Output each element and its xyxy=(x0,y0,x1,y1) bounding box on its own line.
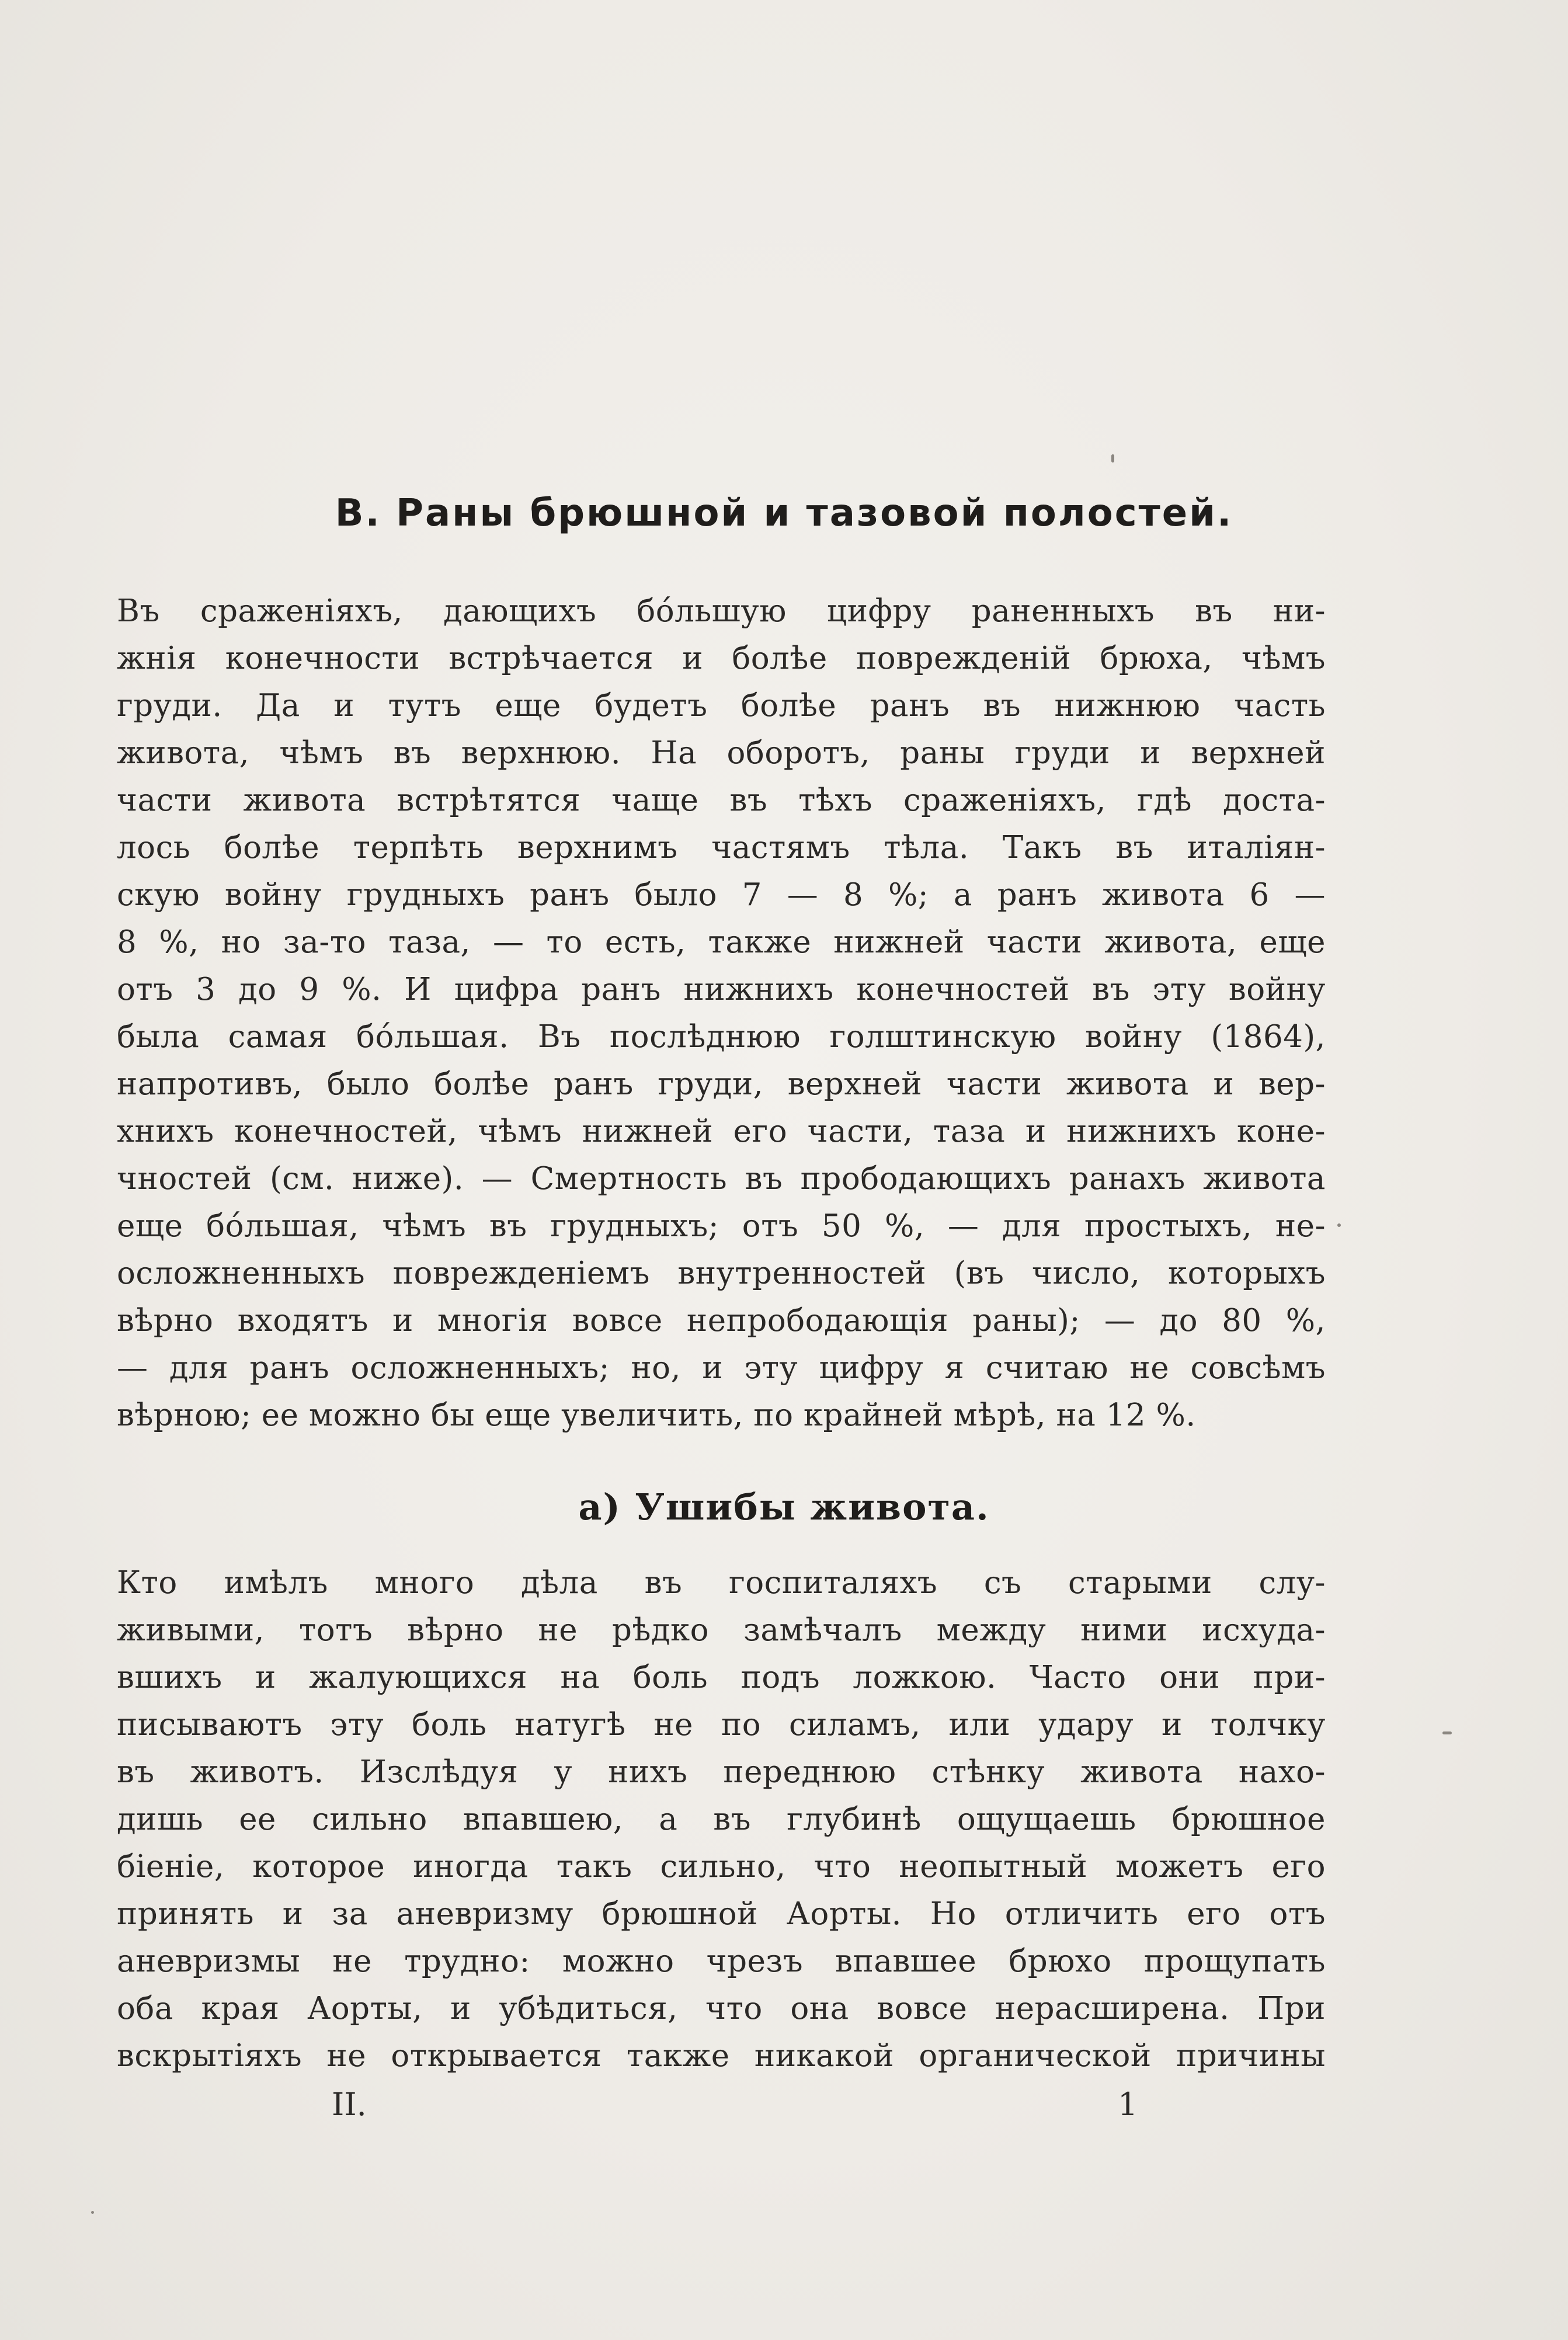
text-line: была самая бо́льшая. Въ послѣднюю голштинскую войну (1864), xyxy=(117,1019,1326,1055)
text-line: лось болѣе терпѣть верхнимъ частямъ тѣла. Такъ въ италіян- xyxy=(117,830,1326,865)
text-line: груди. Да и тутъ еще будетъ болѣе ранъ въ нижнюю часть xyxy=(117,688,1326,724)
text-line: вскрытіяхъ не открывается также никакой органической причины xyxy=(117,2038,1326,2074)
paragraph-2 xyxy=(117,1559,1326,2080)
text-line: живыми, тотъ вѣрно не рѣдко замѣчалъ между ними исхуда- xyxy=(117,1612,1326,1648)
text-line: еще бо́льшая, чѣмъ въ грудныхъ; отъ 50 %, — для простыхъ, не- xyxy=(117,1208,1326,1244)
subsection-heading: а) Ушибы живота. xyxy=(578,1486,990,1528)
text-line: хнихъ конечностей, чѣмъ нижней его части, таза и нижнихъ коне- xyxy=(117,1114,1326,1149)
section-heading: В. Раны брюшной и тазовой полостей. xyxy=(335,492,1233,535)
text-line: оба края Аорты, и убѣдиться, что она вовсе нерасширена. При xyxy=(117,1991,1326,2026)
text-line: писываютъ эту боль натугѣ не по силамъ, или удару и толчку xyxy=(117,1707,1326,1743)
text-line: 8 %, но за-то таза, — то есть, также нижней части живота, еще xyxy=(117,924,1326,960)
signature-mark: II. xyxy=(332,2086,367,2123)
text-line: вѣрно входятъ и многія вовсе непрободающія раны); — до 80 %, xyxy=(117,1303,1326,1338)
text-line: принять и за аневризму брюшной Аорты. Но отличить его отъ xyxy=(117,1896,1326,1932)
paper-speck xyxy=(1111,454,1114,463)
text-line: Въ сраженіяхъ, дающихъ бо́льшую цифру раненныхъ въ ни- xyxy=(117,593,1326,629)
text-line: скую войну грудныхъ ранъ было 7 — 8 %; а ранъ живота 6 — xyxy=(117,877,1326,913)
text-line: напротивъ, было болѣе ранъ груди, верхней части живота и вер- xyxy=(117,1066,1326,1102)
text-line: — для ранъ осложненныхъ; но, и эту цифру я считаю не совсѣмъ xyxy=(117,1350,1326,1386)
page-number: 1 xyxy=(1118,2086,1138,2123)
text-line: аневризмы не трудно: можно чрезъ впавшее брюхо прощупать xyxy=(117,1943,1326,1979)
text-line: вшихъ и жалующихся на боль подъ ложкою. Часто они при- xyxy=(117,1660,1326,1695)
paragraph-1 xyxy=(117,587,1326,1439)
paper-speck xyxy=(91,2211,94,2214)
text-line: дишь ее сильно впавшею, а въ глубинѣ ощущаешь брюшное xyxy=(117,1802,1326,1837)
text-line: въ животъ. Изслѣдуя у нихъ переднюю стѣнку живота нахо- xyxy=(117,1754,1326,1790)
text-line: живота, чѣмъ въ верхнюю. На оборотъ, раны груди и верхней xyxy=(117,735,1326,771)
paper-speck xyxy=(1442,1731,1452,1734)
text-line: жнія конечности встрѣчается и болѣе поврежденій брюха, чѣмъ xyxy=(117,641,1326,676)
text-line: біеніе, которое иногда такъ сильно, что неопытный можетъ его xyxy=(117,1849,1326,1884)
text-line: осложненныхъ поврежденіемъ внутренностей (въ число, которыхъ xyxy=(117,1256,1326,1291)
text-line: отъ 3 до 9 %. И цифра ранъ нижнихъ конечностей въ эту войну xyxy=(117,972,1326,1007)
text-line: Кто имѣлъ много дѣла въ госпиталяхъ съ старыми слу- xyxy=(117,1565,1326,1601)
text-line: вѣрною; ее можно бы еще увеличить, по крайней мѣрѣ, на 12 %. xyxy=(117,1397,1196,1433)
text-line: чностей (см. ниже). — Смертность въ прободающихъ ранахъ живота xyxy=(117,1161,1326,1197)
text-line: части живота встрѣтятся чаще въ тѣхъ сраженіяхъ, гдѣ доста- xyxy=(117,783,1326,818)
paper-speck xyxy=(1337,1223,1341,1227)
